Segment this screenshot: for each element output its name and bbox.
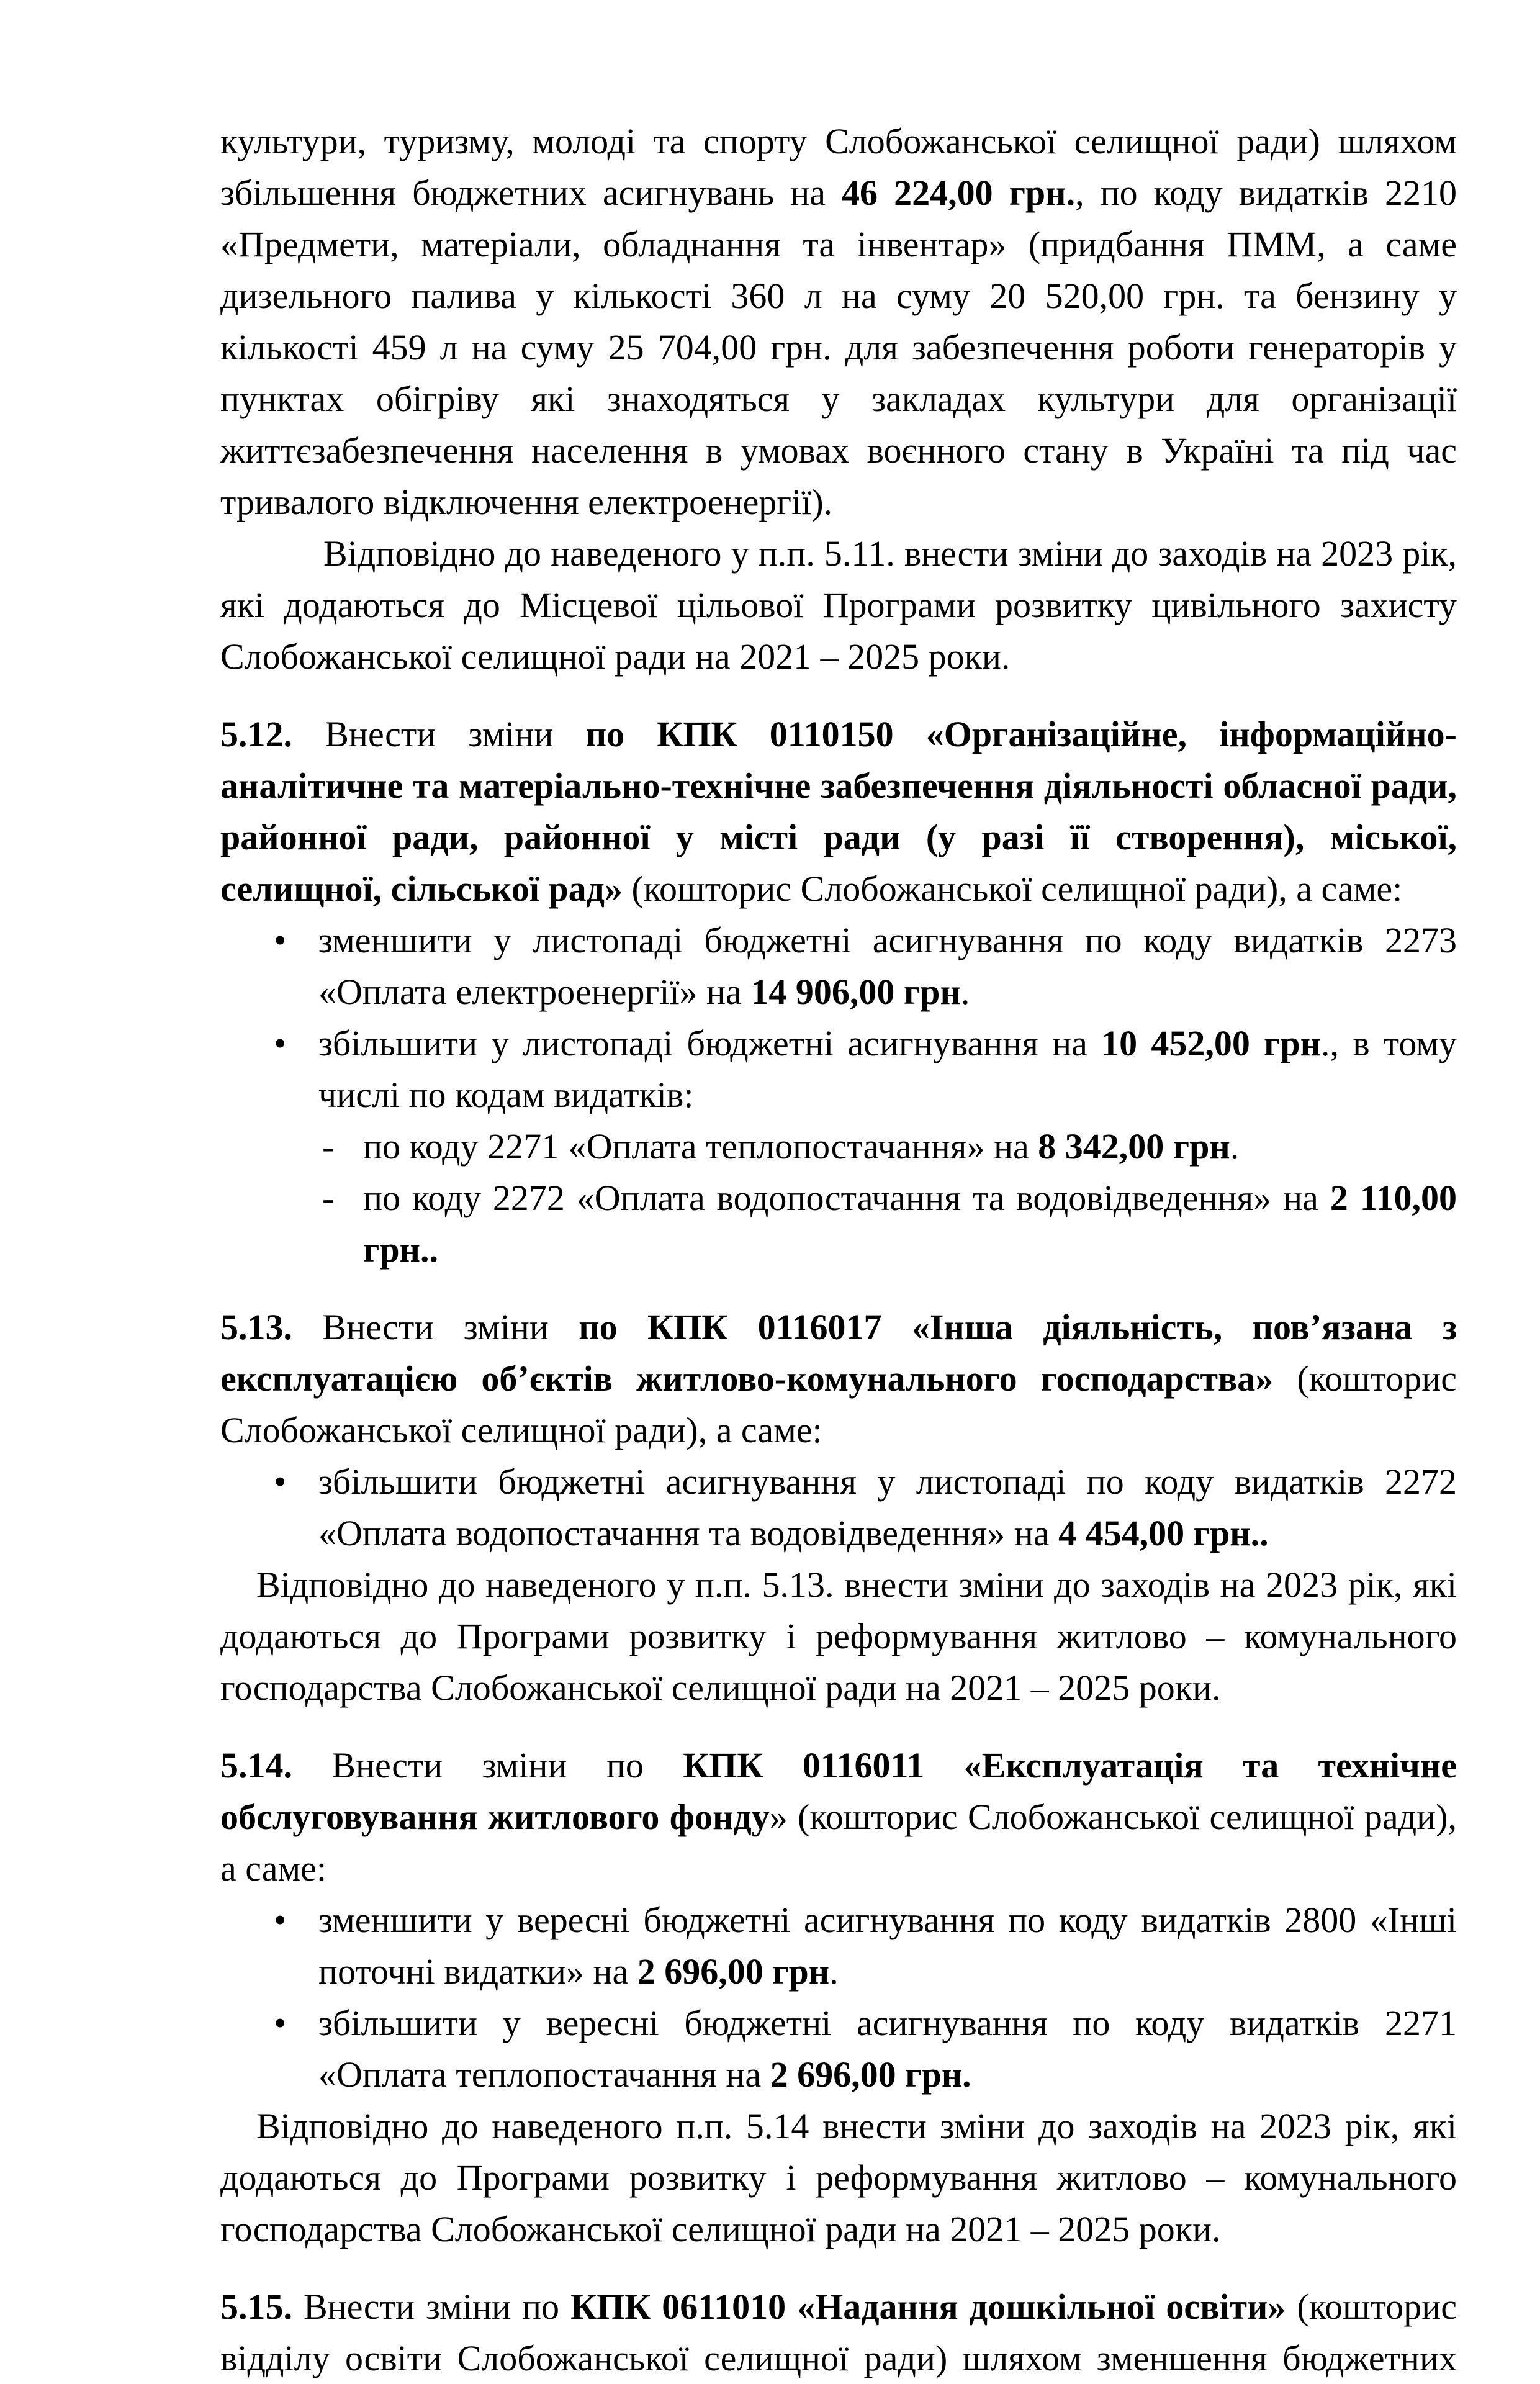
text: » (кошторис Слобожанської селищної ради), а саме: [220,1797,1457,1889]
bullet-icon: • [274,920,287,960]
text: (кошторис відділу освіти Слобожанської селищної ради) шляхом зменшення бюджетних [220,2287,1457,2378]
bullet-item [220,1997,1457,2100]
text: збільшити бюджетні асигнування у листопаді по коду видатків 2272 «Оплата водопостачання та водовідведення» на [318,1461,1457,1553]
bullet-item [220,914,1457,1018]
bullet-icon: • [274,1900,287,1940]
paragraph [220,1559,1457,1714]
text: збільшити у вересні бюджетні асигнування по коду видатків 2271 «Оплата теплопостачання на [318,2003,1457,2095]
paragraph [220,1740,1457,1894]
bullet-icon: • [274,2003,287,2043]
bold-text: 46 224,00 грн. [842,173,1076,213]
text: ., в тому числі по кодам видатків: [318,1023,1457,1115]
dash-icon: - [322,1178,335,1218]
text: по коду 2272 «Оплата водопостачання та водовідведення» на [363,1178,1330,1218]
text: , по коду видатків 2210 «Предмети, матеріали, обладнання та інвентар» (придбання ПММ, а саме дизельного палива у кількості 360 л на суму 20 520,00 грн. та бензину у кількості 459 л на суму 25 704,00 грн. для забезпечення роботи генераторів у пунктах обігріву які знаходяться у закладах культури для організації життєзабезпечення населення в умовах воєнного стану в Україні та під час тривалого відключення електроенергії). [220,173,1457,522]
bullet-item [220,1456,1457,1559]
text: Відповідно до наведеного у п.п. 5.11. внести зміни до заходів на 2023 рік, які додаються до Місцевої цільової Програми розвитку цивільного захисту Слобожанської селищної ради на 2021 – 2025 роки. [220,533,1457,677]
text: збільшити у листопаді бюджетні асигнування на [318,1023,1102,1063]
text: культури, туризму, молоді та спорту Слобожанської селищної ради) шляхом збільшення бюджетних асигнувань на [220,121,1457,213]
text: . [1230,1126,1240,1167]
bold-text: 8 342,00 грн [1038,1126,1230,1167]
text: (кошторис Слобожанської селищної ради), а саме: [220,1358,1457,1450]
bold-text: по КПК 0116017 «Інша діяльність, пов’язана з експлуатацією об’єктів житлово-комунального господарства» [220,1307,1457,1399]
bold-text: КПК 0611010 «Надання дошкільної освіти» [570,2287,1286,2327]
paragraph [220,115,1457,528]
bullet-icon: • [274,1461,287,1502]
bold-text: 5.15. [220,2287,292,2327]
text: Внести зміни [292,714,586,754]
dash-icon: - [322,1126,335,1167]
dash-item [220,1172,1457,1275]
text: зменшити у вересні бюджетні асигнування по коду видатків 2800 «Інші поточні видатки» на [318,1900,1457,1992]
text: . [829,1951,839,1992]
paragraph [220,2281,1457,2384]
text: Внести зміни [292,1307,579,1347]
bold-text: по КПК 0110150 «Організаційне, інформаційно-аналітичне та матеріально-технічне забезпечення діяльності обласної ради, районної ради, районної у місті ради (у разі її створення), міської, селищної, сільської рад» [220,714,1457,909]
bold-text: КПК 0116011 «Експлуатація та технічне обслуговування житлового фонду [220,1745,1457,1837]
bold-text: 2 696,00 грн. [770,2054,971,2095]
paragraph [220,708,1457,914]
bold-text: 14 906,00 грн [750,972,961,1012]
bold-text: 5.13. [220,1307,292,1347]
bold-text: 10 452,00 грн [1101,1023,1322,1063]
text: зменшити у листопаді бюджетні асигнування по коду видатків 2273 «Оплата електроенергії» на [318,920,1457,1012]
text: Відповідно до наведеного у п.п. 5.13. внести зміни до заходів на 2023 рік, які додаються до Програми розвитку і реформування житлово – комунального господарства Слобожанської селищної ради на 2021 – 2025 роки. [220,1564,1457,1708]
dash-item [220,1121,1457,1172]
paragraph [220,1301,1457,1456]
document-page [220,115,1457,2384]
bullet-item [220,1894,1457,1997]
bold-text: 5.12. [220,714,292,754]
bullet-item [220,1018,1457,1121]
bullet-icon: • [274,1023,287,1063]
bold-text: 4 454,00 грн.. [1058,1513,1269,1553]
text: по коду 2271 «Оплата теплопостачання» на [363,1126,1038,1167]
text: Внести зміни по [292,2287,571,2327]
bold-text: 2 110,00 грн.. [363,1178,1457,1270]
text: . [960,972,970,1012]
bold-text: 5.14. [220,1745,292,1786]
bold-text: 2 696,00 грн [637,1951,830,1992]
text: (кошторис Слобожанської селищної ради), а саме: [623,869,1403,909]
text: Внести зміни по [292,1745,683,1786]
paragraph [220,528,1457,682]
text: Відповідно до наведеного п.п. 5.14 внести зміни до заходів на 2023 рік, які додаються до Програми розвитку і реформування житлово – комунального господарства Слобожанської селищної ради на 2021 – 2025 роки. [220,2106,1457,2249]
